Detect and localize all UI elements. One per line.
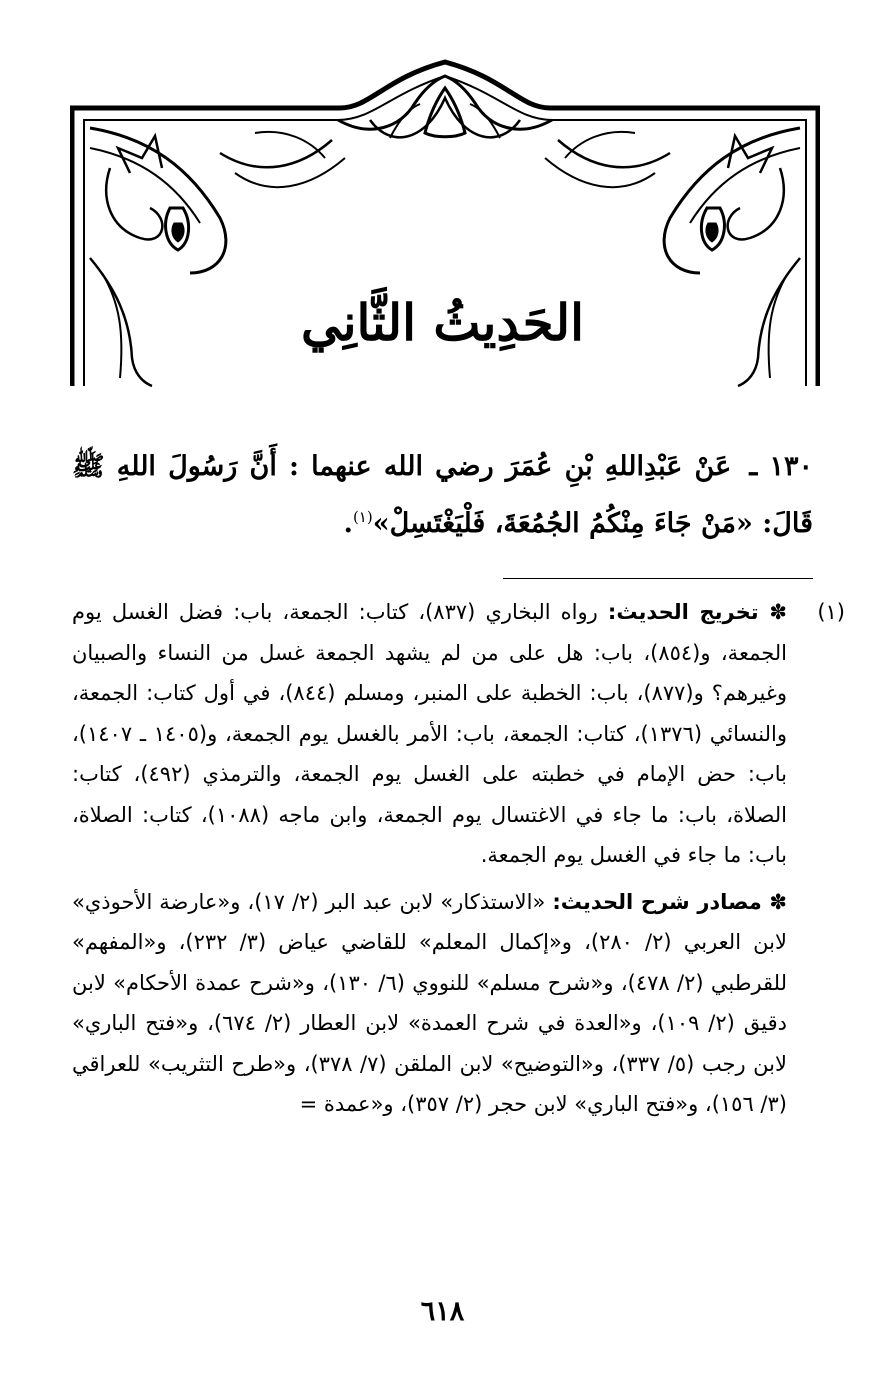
takhrij-paragraph (72, 592, 787, 876)
footnote-separator (503, 578, 813, 579)
chapter-title: الحَدِيثُ الثَّانِي (300, 293, 585, 352)
takhrij-text: رواه البخاري (٨٣٧)، كتاب: الجمعة، باب: فضل الغسل يوم الجمعة، و(٨٥٤)، باب: هل على من لم يشهد الجمعة غسل من النساء والصبيان وغيرهم؟ و(٨٧٧)، باب: الخطبة على المنبر، ومسلم (٨٤٤)، في أول كتاب: الجمعة، والنسائي (١٣٧٦)، كتاب: الجمعة، باب: الأمر بالغسل يوم الجمعة، و(١٤٠٥ ـ ١٤٠٧)، باب: حض الإمام في خطبته على الغسل يوم الجمعة، والترمذي (٤٩٢)، كتاب: الصلاة، باب: ما جاء في الاغتسال يوم الجمعة، وابن ماجه (١٠٨٨)، كتاب: الصلاة، باب: ما جاء في الغسل يوم الجمعة. (72, 600, 788, 867)
sources-heading: ✽ مصادر شرح الحديث: (552, 889, 787, 914)
hadith-number: ١٣٠ ـ (749, 451, 813, 482)
footnotes (72, 592, 845, 1131)
sources-text: «الاستذكار» لابن عبد البر (٢/ ١٧)، و«عارضة الأحوذي» لابن العربي (٢/ ٢٨٠)، و«إكمال المعلم» للقاضي عياض (٣/ ٢٣٢)، و«المفهم» للقرطبي (٢/ ٤٧٨)، و«شرح مسلم» للنووي (٦/ ١٣٠)، و«شرح عمدة الأحكام» لابن دقيق (٢/ ١٠٩)، و«العدة في شرح العمدة» لابن العطار (٢/ ٦٧٤)، و«فتح الباري» لابن رجب (٥/ ٣٣٧)، و«التوضيح» لابن الملقن (٧/ ٣٧٨)، و«طرح التثريب» للعراقي (٣/ ١٥٦)، و«فتح الباري» لابن حجر (٢/ ٣٥٧)، و«عمدة = (72, 889, 787, 1116)
sources-paragraph (72, 882, 787, 1125)
hadith-text (72, 442, 813, 549)
footnote-marker: (١) (817, 600, 845, 624)
takhrij-heading: ✽ تخريج الحديث: (607, 600, 787, 624)
hadith-body: عَنْ عَبْدِاللهِ بْنِ عُمَرَ رضي الله عنهما : أَنَّ رَسُولَ اللهِ ﷺ قَالَ: «مَنْ جَاءَ مِنْكُمُ الجُمُعَةَ، فَلْيَغْتَسِلْ» (72, 451, 813, 539)
footnote-reference: (١) (352, 508, 373, 526)
page-number: ٦١٨ (420, 1296, 465, 1327)
hadith-end: . (343, 508, 353, 539)
footnote-item (72, 592, 845, 1125)
